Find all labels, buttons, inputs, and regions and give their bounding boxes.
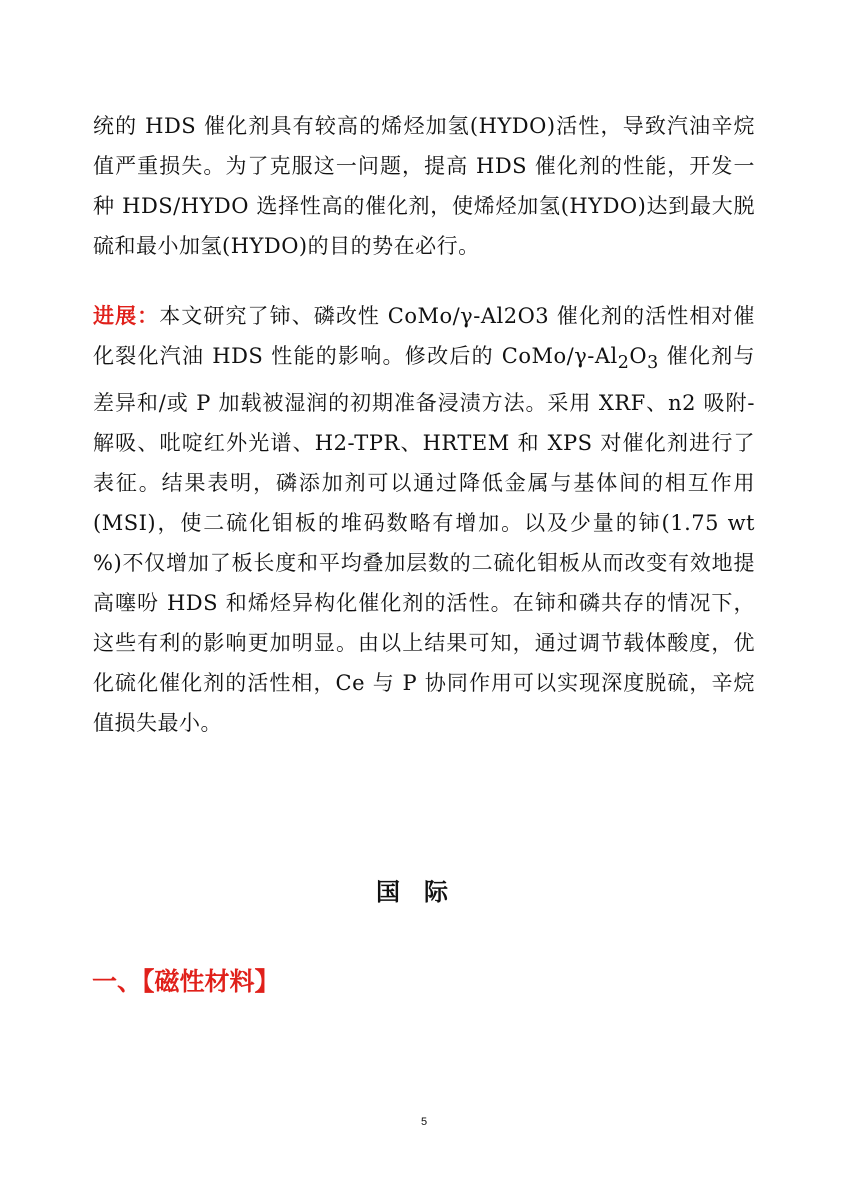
paragraph-background bbox=[93, 106, 755, 266]
section-title-international: 国际 bbox=[376, 878, 472, 906]
sub-heading-magnetic-materials: 一、【磁性材料】 bbox=[92, 967, 280, 996]
progress-text-a: 本文研究了铈、磷改性 CoMo/γ-Al2O3 催化剂的活性相对催化裂化汽油 HDS 性能的影响。修改后的 CoMo/γ-Al bbox=[93, 304, 756, 368]
progress-text-b: O bbox=[629, 344, 648, 368]
subscript-2: 2 bbox=[617, 353, 630, 374]
progress-text-c: 催化剂与差异和/或 P 加载被湿润的初期准备浸渍方法。采用 XRF、n2 吸附-解吸、吡啶红外光谱、H2-TPR、HRTEM 和 XPS 对催化剂进行了表征。结果表明，磷添加剂可以通过降低金属与基体间的相互作用(MSI)，使二硫化钼板的堆码数略有增加。以及少量的铈(1.75 wt %)不仅增加了板长度和平均叠加层数的二硫化钼板从而改变有效地提高噻吩 HDS 和烯烃异构化催化剂的活性。在铈和磷共存的情况下，这些有利的影响更加明显。由以上结果可知，通过调节载体酸度，优化硫化催化剂的活性相，Ce 与 P 协同作用可以实现深度脱硫，辛烷值损失最小。 bbox=[93, 344, 755, 736]
subscript-3: 3 bbox=[647, 353, 659, 374]
paragraph-background-text: 统的 HDS 催化剂具有较高的烯烃加氢(HYDO)活性，导致汽油辛烷值严重损失。为了克服这一问题，提高 HDS 催化剂的性能，开发一种 HDS/HYDO 选择性高的催化剂，使烯烃加氢(HYDO)达到最大脱硫和最小加氢(HYDO)的目的势在必行。 bbox=[93, 114, 755, 258]
progress-label: 进展： bbox=[93, 303, 160, 328]
paragraph-progress bbox=[93, 296, 755, 743]
page-number: 5 bbox=[420, 1116, 428, 1128]
